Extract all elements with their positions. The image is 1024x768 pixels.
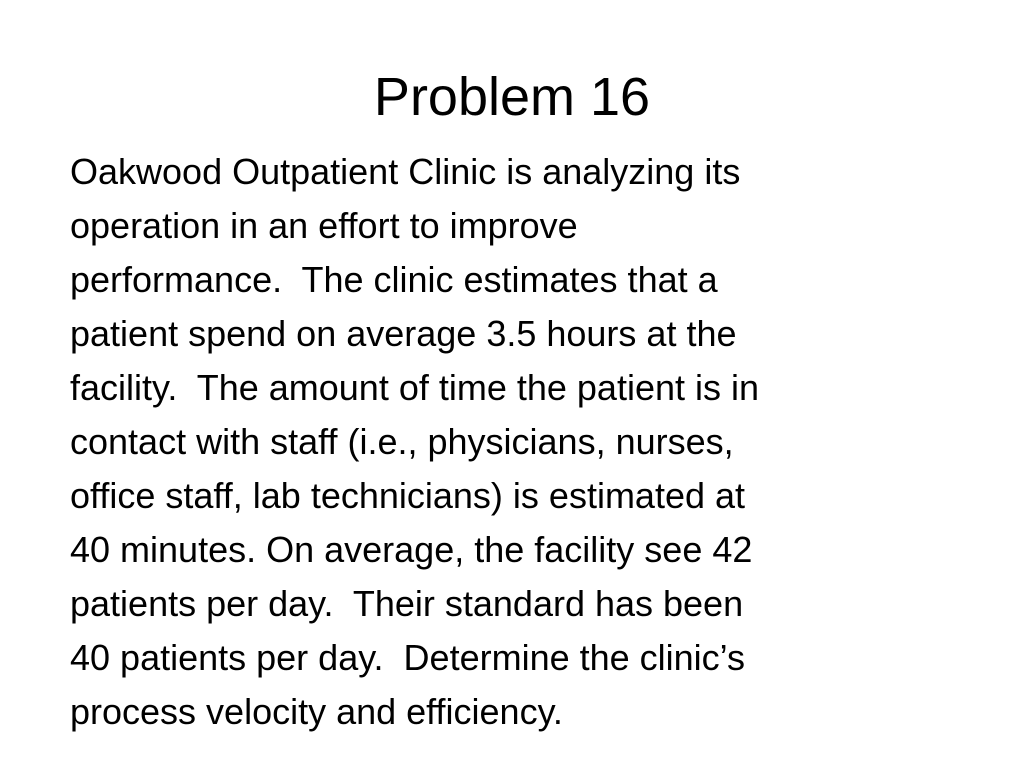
problem-text-line: 40 patients per day. Determine the clinic’s <box>70 637 746 678</box>
problem-text-line: operation in an effort to improve <box>70 205 578 246</box>
problem-text-line: Oakwood Outpatient Clinic is analyzing its <box>70 151 741 192</box>
problem-text-line: performance. The clinic estimates that a <box>70 259 718 300</box>
problem-statement <box>70 145 960 739</box>
problem-text-line: patients per day. Their standard has been <box>70 583 744 624</box>
problem-text-line: office staff, lab technicians) is estimated at <box>70 475 746 516</box>
problem-text-line: patient spend on average 3.5 hours at the <box>70 313 737 354</box>
problem-text-line: process velocity and efficiency. <box>70 691 563 732</box>
problem-text-line: 40 minutes. On average, the facility see 42 <box>70 529 753 570</box>
slide-title: Problem 16 <box>373 67 651 127</box>
problem-text-line: contact with staff (i.e., physicians, nurses, <box>70 421 734 462</box>
problem-text-line: facility. The amount of time the patient is in <box>70 367 760 408</box>
